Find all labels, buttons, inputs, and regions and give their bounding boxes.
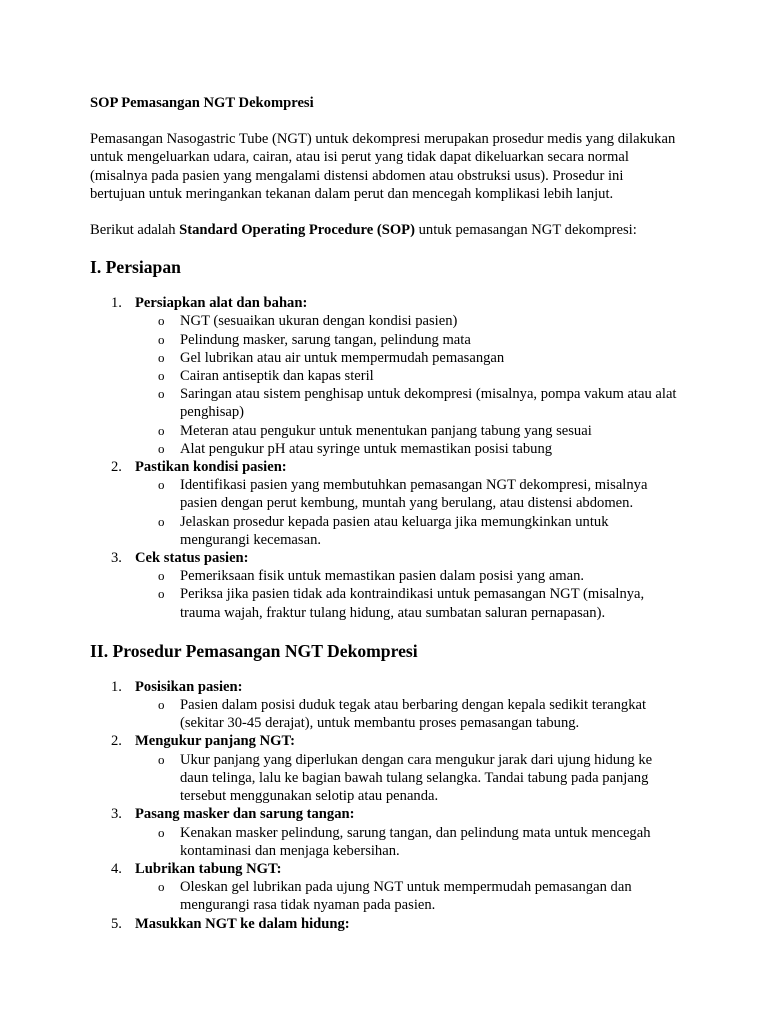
- step-number: 2.: [111, 459, 122, 476]
- sub-item: [135, 385, 678, 421]
- sub-item-text: Oleskan gel lubrikan pada ujung NGT untuk mempermudah pemasangan dan mengurangi rasa tidak nyaman pada pasien.: [180, 879, 632, 914]
- step-title: Persiapkan alat dan bahan:: [135, 295, 308, 312]
- sub-item: [135, 440, 678, 458]
- sub-item: [135, 751, 678, 806]
- sub-item-text: Identifikasi pasien yang membutuhkan pemasangan NGT dekompresi, misalnya pasien dengan perut kembung, muntah yang berulang, atau distensi abdomen.: [180, 477, 648, 512]
- step-title: Mengukur panjang NGT:: [135, 733, 296, 750]
- step-number: 1.: [111, 295, 122, 312]
- section-heading-prosedur: II. Prosedur Pemasangan NGT Dekompresi: [90, 640, 418, 661]
- sub-item: [135, 824, 678, 860]
- sub-list: [135, 751, 678, 806]
- bullet-marker: o: [158, 422, 165, 438]
- sub-list: [135, 476, 678, 549]
- bullet-marker: o: [158, 386, 165, 402]
- sub-item: [135, 422, 678, 440]
- step-number: 3.: [111, 550, 122, 567]
- step-number: 1.: [111, 678, 122, 695]
- sub-item: [135, 312, 678, 330]
- bullet-marker: o: [158, 313, 165, 329]
- sub-item-text: Alat pengukur pH atau syringe untuk memastikan posisi tabung: [180, 440, 553, 457]
- sub-item: [135, 367, 678, 385]
- persiapan-step-list: [90, 294, 678, 622]
- section-heading-persiapan: I. Persiapan: [90, 257, 181, 278]
- step-number: 3.: [111, 806, 122, 823]
- sub-item: [135, 476, 678, 512]
- prosedur-step-list: [90, 678, 678, 933]
- step-title: Lubrikan tabung NGT:: [135, 860, 282, 877]
- bullet-marker: o: [158, 368, 165, 384]
- step-item: [90, 678, 678, 733]
- step-title: Cek status pasien:: [135, 550, 249, 567]
- sop-intro-after: untuk pemasangan NGT dekompresi:: [414, 222, 637, 239]
- sub-item-text: NGT (sesuaikan ukuran dengan kondisi pasien): [180, 313, 458, 330]
- bullet-marker: o: [158, 349, 165, 365]
- step-number: 2.: [111, 733, 122, 750]
- sop-intro-before: Berikut adalah: [90, 222, 180, 239]
- sub-list: [135, 696, 678, 732]
- intro-paragraph: Pemasangan Nasogastric Tube (NGT) untuk dekompresi merupakan prosedur medis yang dilakukan untuk mengeluarkan udara, cairan, atau isi perut yang tidak dapat dikeluarkan secara normal (misalnya pada pasien yang mengalami distensi abdomen atau obstruksi usus). Prosedur ini bertujuan untuk meringankan tekanan dalam perut dan mencegah komplikasi lebih lanjut.: [90, 131, 676, 202]
- bullet-marker: o: [158, 824, 165, 840]
- step-item: [90, 549, 678, 622]
- sub-item: [135, 567, 678, 585]
- bullet-marker: o: [158, 477, 165, 493]
- step-item: [90, 732, 678, 805]
- sub-item-text: Pelindung masker, sarung tangan, pelindung mata: [180, 331, 471, 348]
- sub-item-text: Periksa jika pasien tidak ada kontraindikasi untuk pemasangan NGT (misalnya, trauma wajah, fraktur tulang hidung, atau sumbatan saluran pernapasan).: [180, 586, 645, 621]
- sub-list: [135, 567, 678, 622]
- step-title: Masukkan NGT ke dalam hidung:: [135, 915, 350, 932]
- sub-item-text: Gel lubrikan atau air untuk mempermudah pemasangan: [180, 349, 505, 366]
- step-number: 5.: [111, 915, 122, 932]
- sop-intro-bold: Standard Operating Procedure (SOP): [179, 222, 415, 239]
- bullet-marker: o: [158, 879, 165, 895]
- document-title: SOP Pemasangan NGT Dekompresi: [90, 95, 314, 111]
- step-title: Pasang masker dan sarung tangan:: [135, 806, 355, 823]
- step-number: 4.: [111, 860, 122, 877]
- step-item: [90, 294, 678, 458]
- sub-list: [135, 878, 678, 914]
- sop-intro-paragraph: [90, 221, 678, 239]
- step-item: [90, 805, 678, 860]
- sub-item-text: Saringan atau sistem penghisap untuk dekompresi (misalnya, pompa vakum atau alat penghisap): [180, 386, 677, 421]
- sub-item-text: Cairan antiseptik dan kapas steril: [180, 368, 374, 385]
- sub-item-text: Jelaskan prosedur kepada pasien atau keluarga jika memungkinkan untuk mengurangi kecemasan.: [180, 513, 609, 548]
- sub-list: [135, 824, 678, 860]
- step-item: [90, 458, 678, 549]
- sub-list: [135, 312, 678, 458]
- sub-item-text: Ukur panjang yang diperlukan dengan cara mengukur jarak dari ujung hidung ke daun telinga, lalu ke bagian bawah tulang selangka. Tandai tabung pada panjang tersebut menggunakan selotip atau penanda.: [180, 751, 653, 805]
- step-item: [90, 915, 678, 933]
- sub-item-text: Kenakan masker pelindung, sarung tangan, dan pelindung mata untuk mencegah kontaminasi dan menjaga kebersihan.: [180, 824, 651, 859]
- bullet-marker: o: [158, 440, 165, 456]
- bullet-marker: o: [158, 568, 165, 584]
- sub-item-text: Pemeriksaan fisik untuk memastikan pasien dalam posisi yang aman.: [180, 568, 585, 585]
- bullet-marker: o: [158, 513, 165, 529]
- bullet-marker: o: [158, 331, 165, 347]
- step-item: [90, 860, 678, 915]
- sub-item: [135, 696, 678, 732]
- sub-item: [135, 349, 678, 367]
- sub-item: [135, 513, 678, 549]
- sub-item: [135, 585, 678, 621]
- step-title: Posisikan pasien:: [135, 678, 243, 695]
- bullet-marker: o: [158, 697, 165, 713]
- bullet-marker: o: [158, 586, 165, 602]
- step-title: Pastikan kondisi pasien:: [135, 459, 287, 476]
- sub-item-text: Meteran atau pengukur untuk menentukan panjang tabung yang sesuai: [180, 422, 592, 439]
- sub-item-text: Pasien dalam posisi duduk tegak atau berbaring dengan kepala sedikit terangkat (sekitar 30-45 derajat), untuk membantu proses pemasangan tabung.: [180, 697, 647, 732]
- sub-item: [135, 878, 678, 914]
- sub-item: [135, 331, 678, 349]
- bullet-marker: o: [158, 751, 165, 767]
